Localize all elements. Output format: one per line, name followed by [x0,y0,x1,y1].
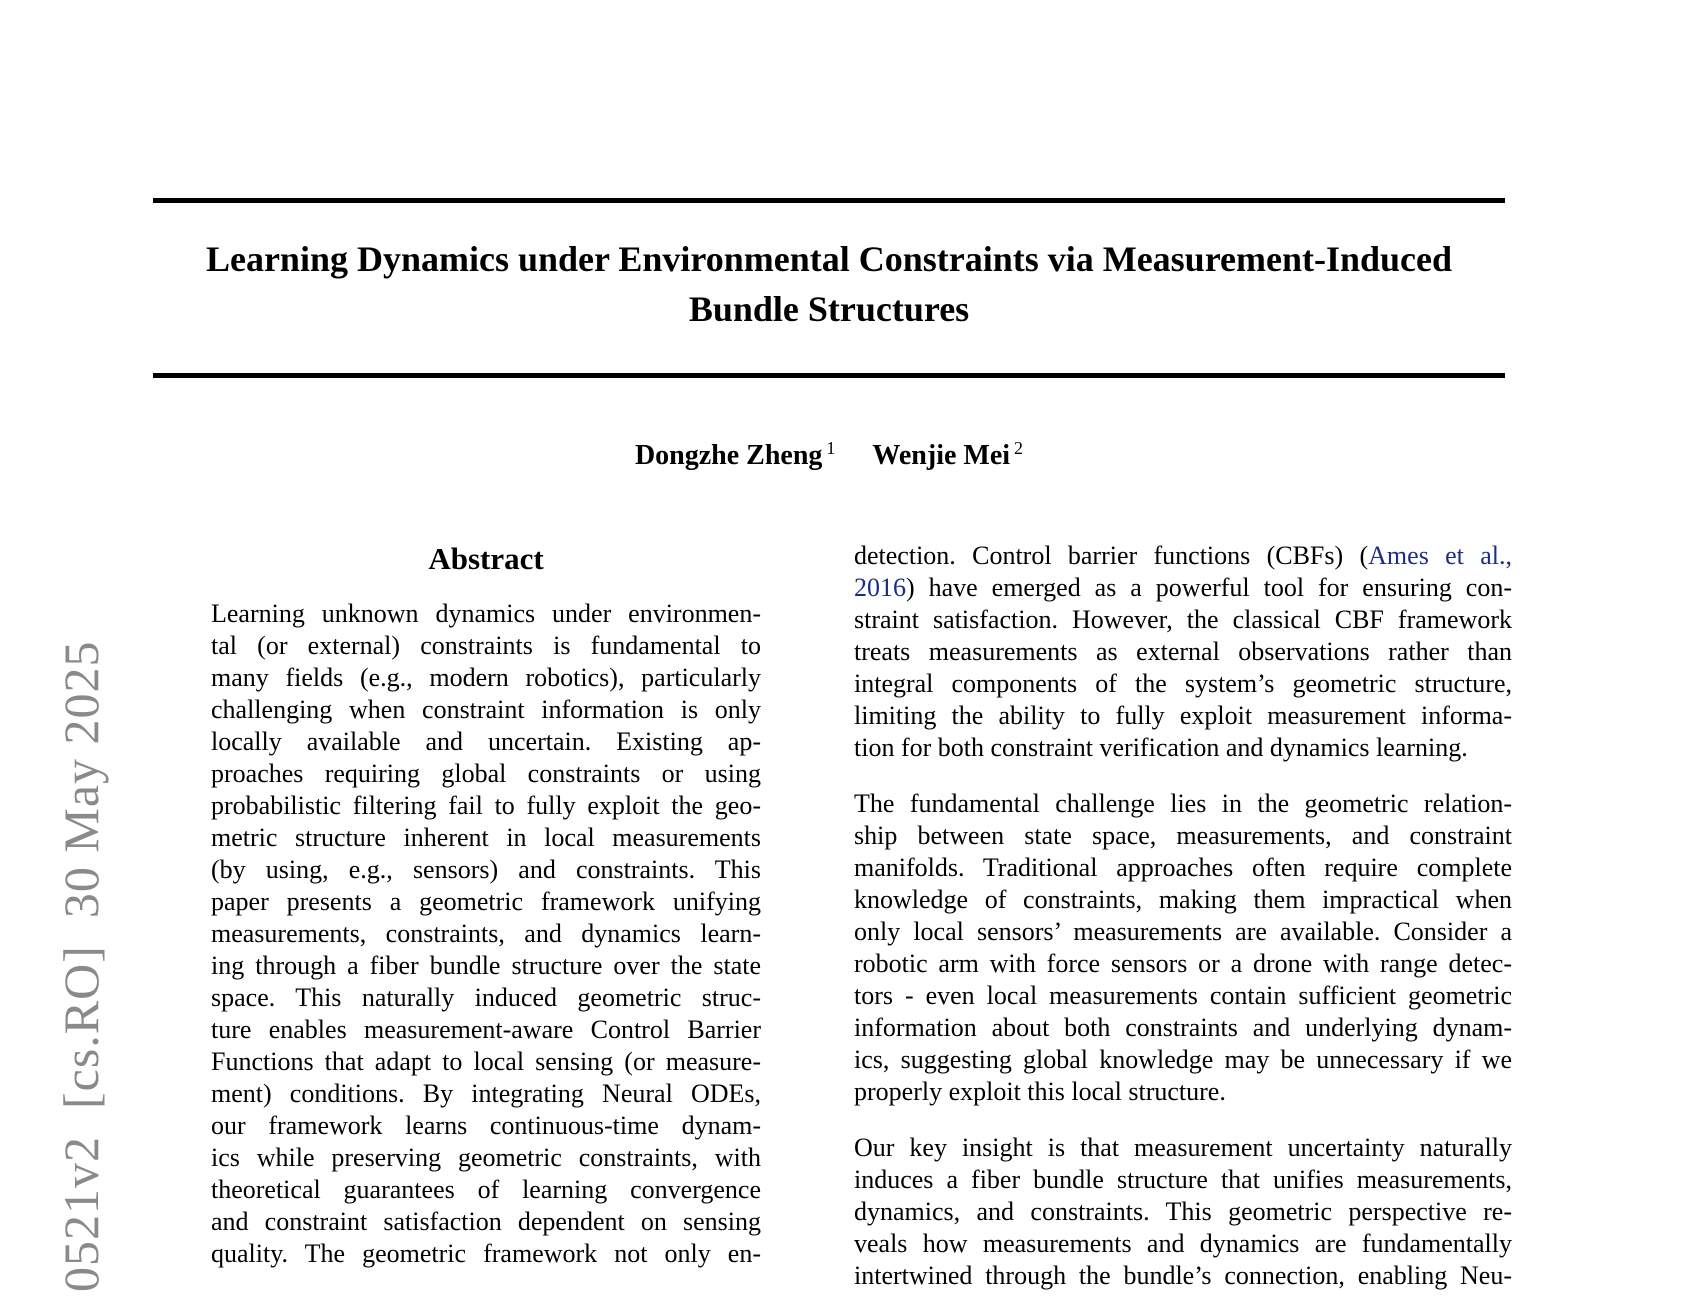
text-line [211,630,761,662]
text-line [211,1174,761,1206]
text-segment: ture enables measurement-aware Control Barrier [211,1015,761,1044]
text-line [211,598,761,630]
text-line [211,790,761,822]
text-line [854,916,1512,948]
text-segment: straint satisfaction. However, the classical CBF framework [854,605,1512,634]
text-line [854,852,1512,884]
text-segment: robotic arm with force sensors or a drone with range detec- [854,949,1512,978]
text-line [211,1110,761,1142]
text-segment: dynamics, and constraints. This geometric perspective re- [854,1197,1512,1226]
text-segment: Learning unknown dynamics under environmen- [211,599,761,628]
paper-title-line2: Bundle Structures [688,289,970,329]
text-segment: tal (or external) constraints is fundamental to [211,631,761,660]
text-line [211,950,761,982]
title-rule-top [153,198,1505,203]
text-segment: limiting the ability to fully exploit measurement informa- [854,701,1512,730]
text-line [854,884,1512,916]
text-segment: space. This naturally induced geometric struc- [211,983,761,1012]
text-line [211,726,761,758]
text-segment: and constraint satisfaction dependent on sensing [211,1207,761,1236]
text-line [854,1132,1512,1164]
text-segment: induces a fiber bundle structure that unifies measurements, [854,1165,1512,1194]
text-line [854,604,1512,636]
text-segment: information about both constraints and underlying dynam- [854,1013,1512,1042]
text-line [211,694,761,726]
text-line [211,822,761,854]
paper-title-line1: Learning Dynamics under Environmental Constraints via Measurement-Induced [205,239,1453,279]
text-segment: manifolds. Traditional approaches often require complete [854,853,1512,882]
abstract-column [211,540,761,1270]
text-line [211,854,761,886]
intro-paragraph-2 [854,788,1512,1108]
text-segment: locally available and uncertain. Existing ap- [211,727,761,756]
text-segment: tors - even local measurements contain sufficient geometric [854,981,1512,1010]
citation-link[interactable]: Ames et al., [1368,541,1512,570]
text-line [854,788,1512,820]
text-line [854,980,1512,1012]
text-line [211,1078,761,1110]
text-segment: ics, suggesting global knowledge may be unnecessary if we [854,1045,1512,1074]
text-segment: ment) conditions. By integrating Neural ODEs, [211,1079,761,1108]
text-line [211,982,761,1014]
text-line [854,1044,1512,1076]
text-line [211,886,761,918]
text-segment: quality. The geometric framework not only en- [211,1239,761,1268]
author-line [153,430,1505,474]
text-segment: treats measurements as external observations rather than [854,637,1512,666]
text-segment: Functions that adapt to local sensing (or measure- [211,1047,761,1076]
text-segment: Our key insight is that measurement uncertainty naturally [854,1133,1512,1162]
intro-column [854,540,1512,1316]
text-line [211,1142,761,1174]
paper-title [153,234,1505,334]
title-rule-bottom [153,373,1505,378]
text-segment: ) have emerged as a powerful tool for ensuring con- [906,573,1512,602]
text-segment: paper presents a geometric framework unifying [211,887,761,916]
text-segment: properly exploit this local structure. [854,1077,1226,1106]
author-2-name: Wenjie Mei [872,440,1011,472]
text-line [854,1228,1512,1260]
text-line [854,820,1512,852]
text-line [854,1164,1512,1196]
text-line [854,572,1512,604]
text-line [854,948,1512,980]
text-segment: ics while preserving geometric constraints, with [211,1143,761,1172]
author-2-affiliation-superscript: 2 [1014,438,1024,458]
text-segment: tion for both constraint verification and dynamics learning. [854,733,1468,762]
text-segment: measurements, constraints, and dynamics learn- [211,919,761,948]
text-segment: ing through a fiber bundle structure over the state [211,951,761,980]
intro-paragraph-1 [854,540,1512,764]
citation-link[interactable]: 2016 [854,573,906,602]
text-segment: veals how measurements and dynamics are fundamentally [854,1229,1512,1258]
text-segment: many fields (e.g., modern robotics), particularly [211,663,761,692]
text-line [211,758,761,790]
text-segment: our framework learns continuous-time dynam- [211,1111,761,1140]
author-1-affiliation-superscript: 1 [826,438,836,458]
text-line [211,1206,761,1238]
text-line [854,1012,1512,1044]
abstract-heading: Abstract [428,541,544,576]
text-segment: challenging when constraint information is only [211,695,761,724]
text-segment: only local sensors’ measurements are available. Consider a [854,917,1512,946]
text-segment: proaches requiring global constraints or using [211,759,761,788]
text-line [854,636,1512,668]
text-segment: theoretical guarantees of learning convergence [211,1175,761,1204]
text-segment: probabilistic filtering fail to fully exploit the geo- [211,791,761,820]
author-1 [635,440,835,471]
text-segment: intertwined through the bundle’s connection, enabling Neu- [854,1261,1512,1290]
text-line [854,1076,1512,1108]
text-line [211,918,761,950]
author-2 [872,440,1023,471]
text-line [211,1046,761,1078]
text-segment: metric structure inherent in local measurements [211,823,761,852]
text-segment: integral components of the system’s geometric structure, [854,669,1512,698]
text-line [211,1014,761,1046]
text-line [854,540,1512,572]
text-line [211,1238,761,1270]
text-line [211,662,761,694]
text-segment: (by using, e.g., sensors) and constraints. This [211,855,761,884]
author-1-name: Dongzhe Zheng [634,440,823,472]
text-line [854,732,1512,764]
text-line [854,1260,1512,1292]
text-segment: ship between state space, measurements, and constraint [854,821,1512,850]
text-line [854,700,1512,732]
intro-paragraph-3 [854,1132,1512,1292]
text-segment: The fundamental challenge lies in the geometric relation- [854,789,1512,818]
text-segment: detection. Control barrier functions (CBFs) ( [854,541,1369,570]
abstract-text [211,598,761,1270]
text-line [854,668,1512,700]
text-segment: knowledge of constraints, making them impractical when [854,885,1512,914]
arxiv-watermark: 0521v2 [cs.RO] 30 May 2025 [53,640,109,1292]
text-line [854,1196,1512,1228]
